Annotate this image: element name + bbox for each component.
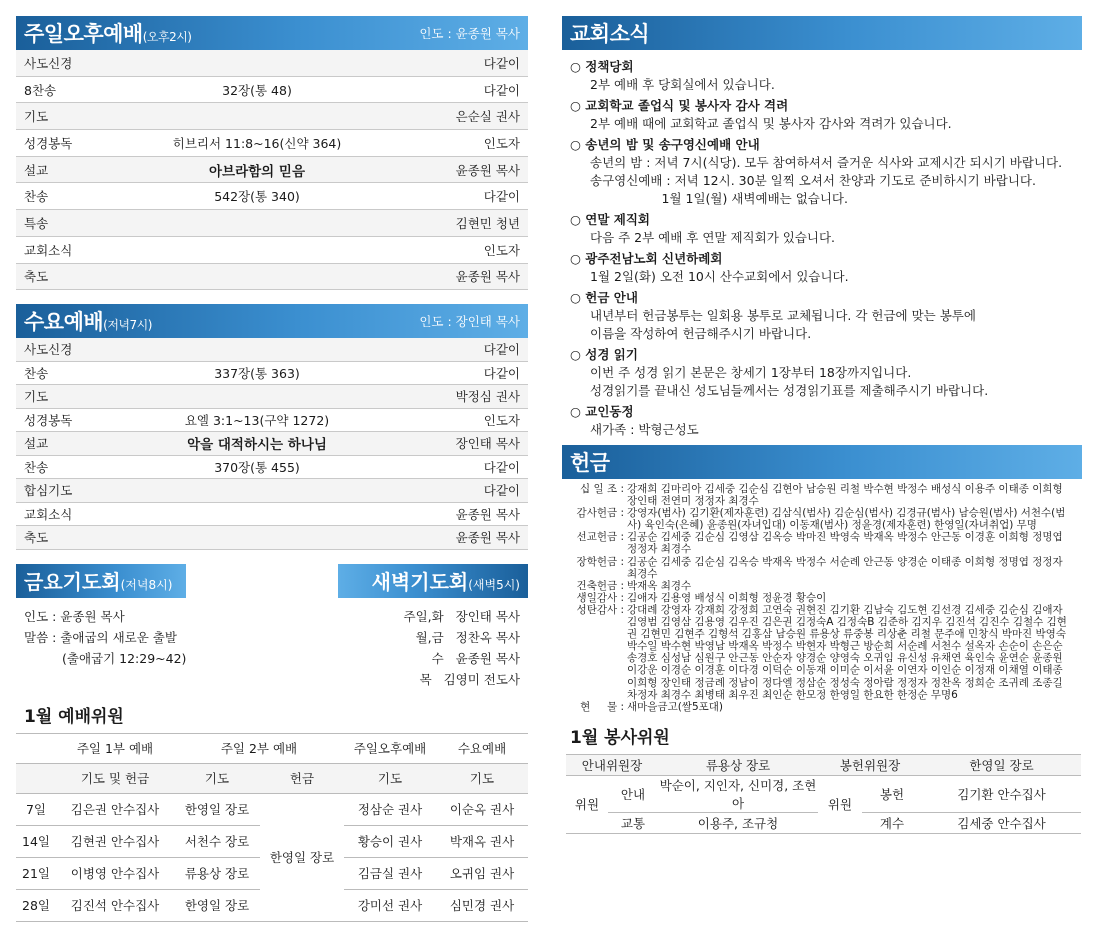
order-label: 교회소식 — [24, 506, 73, 522]
offering-names: 강대례 강영자 강재희 강정희 고연숙 권현진 김기환 김남숙 김도현 김선경 김세중 김순심 김애자 김영범 김영삼 김용영 김우진 김은권 김정숙A 김정숙B 김준하 김지우 김진석 김진수 김철수 김현권 김현민 김현주 김형석 김홍삼 남승원 류용상 류중봉 리상춘 리철 문주애 민창식 박마진 박영숙 박수일 박수현 박영남 박재옥 박정수 박현자 박형근 방순희 서순례 서천수 설옥자 손순이 손은순 송경호 심성남 심원구 안근동 안순자 양경순 양영숙 오귀임 유신성 유채연 육인숙 윤연순 윤종원 이강운 이경순 이경훈 이다경 이덕순 이동재 이미순 이서윤 이연자 이인순 이정재 이채열 이태종 이희형 장인태 정금례 정남이 정다엘 정삼순 정성숙 정아람 정정자 정찬옥 정희순 조귀례 조종길 차정자 최경수 최병태 최우진 최인순 한모정 한영일 한요한 한정순 무명6 — [627, 603, 1067, 701]
order-row — [16, 479, 528, 503]
order-detail: 32장(통 48) — [222, 82, 292, 98]
order-row — [16, 264, 528, 291]
table-cell: 박순이, 지인자, 신미경, 조현아 — [658, 775, 818, 812]
sunday-pm-title: 주일오후예배(오후2시) — [24, 22, 192, 46]
offering-row — [566, 580, 1076, 592]
table-cell: 이순옥 권사 — [436, 793, 528, 825]
date-cell: 14일 — [16, 825, 56, 857]
worship-duty-title: 1월 예배위원 — [24, 706, 124, 727]
news-item-heading: ○ 송년의 밤 및 송구영신예배 안내 — [570, 137, 760, 152]
news-item-heading: ○ 헌금 안내 — [570, 290, 638, 305]
left-column — [16, 16, 528, 922]
dawn-title: 새벽기도회(새벽5시) — [371, 570, 520, 595]
order-label: 축도 — [24, 269, 49, 285]
order-person: 다같이 — [483, 483, 520, 499]
column-header: 주일 1부 예배 — [56, 733, 174, 763]
order-person: 윤종원 목사 — [455, 162, 520, 178]
table-cell: 김금실 권사 — [344, 857, 436, 889]
news-title: 교회소식 — [570, 22, 650, 46]
order-row — [16, 503, 528, 527]
table-cell: 김세중 안수집사 — [922, 812, 1081, 833]
offering-row — [566, 701, 1076, 713]
dawn-line: 목 김영미 전도사 — [419, 671, 520, 687]
date-cell: 28일 — [16, 889, 56, 921]
order-row — [16, 157, 528, 184]
order-row — [16, 50, 528, 77]
news-item — [570, 58, 1074, 94]
table-cell: 박재옥 권사 — [436, 825, 528, 857]
offering-label: 감사헌금 : — [576, 507, 624, 520]
order-person: 다같이 — [483, 82, 520, 98]
column-header: 수요예배 — [436, 733, 528, 763]
order-row — [16, 409, 528, 433]
table-cell: 김진석 안수집사 — [56, 889, 174, 921]
order-row — [16, 362, 528, 386]
sermon-title: 악을 대적하시는 하나님 — [187, 437, 327, 454]
order-row — [16, 237, 528, 264]
order-row — [16, 338, 528, 362]
table-cell: 서천수 장로 — [174, 825, 260, 857]
order-row — [16, 432, 528, 456]
friday-title: 금요기도회(저녁8시) — [24, 570, 173, 595]
news-item-text: 1월 1일(월) 새벽예배는 없습니다. — [590, 191, 848, 206]
column-subheader: 기도 및 헌금 — [56, 763, 174, 793]
table-cell: 봉헌위원장 — [818, 754, 922, 775]
order-person: 인도자 — [483, 135, 520, 151]
offering-label: 선교헌금 : — [576, 531, 624, 544]
table-row — [16, 793, 528, 825]
table-cell: 류용상 장로 — [174, 857, 260, 889]
order-label: 찬송 — [24, 459, 49, 475]
offering-row — [566, 556, 1076, 580]
offering-label: 장학헌금 : — [576, 555, 624, 568]
news-item-heading: ○ 성경 읽기 — [570, 347, 638, 362]
order-row — [16, 385, 528, 409]
volunteers-table — [566, 754, 1081, 834]
wednesday-header — [16, 304, 528, 338]
prayer-meetings-body — [16, 606, 528, 690]
table-subheader-row — [16, 763, 528, 793]
dawn-header — [338, 564, 528, 598]
order-label: 찬송 — [24, 189, 49, 205]
order-label: 성경봉독 — [24, 135, 73, 151]
dawn-line: 월,금 정찬옥 목사 — [415, 629, 520, 645]
table-cell: 황승이 권사 — [344, 825, 436, 857]
order-person: 윤종원 목사 — [455, 530, 520, 546]
dawn-line: 주일,화 장인태 목사 — [403, 608, 520, 624]
table-cell: 위원 — [818, 775, 862, 833]
news-item — [570, 250, 1074, 286]
order-row — [16, 456, 528, 480]
order-person: 김현민 청년 — [455, 215, 520, 231]
volunteers-title: 1월 봉사위원 — [570, 727, 670, 748]
table-cell: 한영일 장로 — [174, 889, 260, 921]
news-header — [562, 16, 1082, 50]
order-person: 은순실 권사 — [455, 109, 520, 125]
table-cell: 정삼순 권사 — [344, 793, 436, 825]
table-cell: 계수 — [862, 812, 922, 833]
column-header: 주일 2부 예배 — [174, 733, 344, 763]
friday-line: (출애굽기 12:29~42) — [62, 650, 187, 666]
order-person: 윤종원 목사 — [455, 506, 520, 522]
offering-label: 건축헌금 : — [576, 579, 624, 592]
order-row — [16, 77, 528, 104]
column-subheader: 헌금 — [260, 763, 344, 793]
news-item-text: 송년의 밤 : 저녁 7시(식당). 모두 참여하셔서 즐거운 식사와 교제시간 되시기 바랍니다. — [590, 155, 1063, 170]
table-cell: 이용주, 조규청 — [658, 812, 818, 833]
column-subheader: 기도 — [344, 763, 436, 793]
order-label: 사도신경 — [24, 342, 73, 358]
news-item — [570, 136, 1074, 208]
order-person: 다같이 — [483, 55, 520, 71]
wednesday-title: 수요예배(저녁7시) — [24, 310, 152, 335]
table-cell: 김현권 안수집사 — [56, 825, 174, 857]
news-item-text: 2부 예배 때에 교회학교 졸업식 및 봉사자 감사와 격려가 있습니다. — [590, 116, 952, 131]
news-item-text: 1월 2일(화) 오전 10시 산수교회에서 있습니다. — [590, 269, 849, 284]
order-person: 다같이 — [483, 189, 520, 205]
prayer-meetings-header — [16, 564, 528, 598]
column-subheader: 기도 — [436, 763, 528, 793]
table-cell: 이병영 안수집사 — [56, 857, 174, 889]
order-detail: 요엘 3:1~13(구약 1272) — [184, 412, 330, 428]
news-item-heading: ○ 연말 제직회 — [570, 212, 650, 227]
date-cell: 21일 — [16, 857, 56, 889]
news-item — [570, 97, 1074, 133]
table-cell: 한영일 장로 — [922, 754, 1081, 775]
offering-names: 김공순 김세중 김순심 김옥승 박재옥 박정수 서순례 안근동 양경순 이태종 이희형 정명엽 정정자 최경수 — [627, 555, 1063, 580]
order-detail: 히브리서 11:8~16(신약 364) — [172, 135, 342, 151]
table-header-row — [16, 733, 528, 763]
worship-duty-table — [16, 733, 528, 922]
news-item-heading: ○ 광주전남노회 신년하례회 — [570, 251, 723, 266]
order-label: 합심기도 — [24, 483, 73, 499]
offering-row — [566, 507, 1076, 531]
wednesday-leader: 인도 : 장인태 목사 — [419, 314, 520, 330]
table-cell: 심민경 권사 — [436, 889, 528, 921]
offering-title: 헌금 — [570, 451, 610, 475]
wednesday-order — [16, 338, 528, 550]
order-person: 윤종원 목사 — [455, 269, 520, 285]
sunday-pm-header — [16, 16, 528, 50]
offering-row — [566, 604, 1076, 701]
order-person: 다같이 — [483, 342, 520, 358]
table-cell: 오귀임 권사 — [436, 857, 528, 889]
dawn-line: 수 윤종원 목사 — [431, 650, 520, 666]
news-item — [570, 211, 1074, 247]
news-item-text: 내년부터 헌금봉투는 일회용 봉투로 교체됩니다. 각 헌금에 맞는 봉투에 — [590, 308, 976, 323]
order-row — [16, 183, 528, 210]
order-row — [16, 103, 528, 130]
table-cell: 위원 — [566, 775, 608, 833]
news-list — [562, 50, 1082, 439]
order-detail: 370장(통 455) — [214, 459, 300, 475]
table-cell: 안내위원장 — [566, 754, 658, 775]
offering-names: 강영자(범사) 김기환(제자훈련) 김삼식(범사) 김순심(범사) 김경규(범사) 남승원(범사) 서천수(범사) 육인숙(은혜) 윤종원(자녀입대) 이동재(범사) 정윤경(제자훈련) 한영일(자녀취업) 무명 — [627, 507, 1066, 532]
sunday-pm-order — [16, 50, 528, 290]
offering-row — [566, 592, 1076, 604]
friday-header — [16, 564, 186, 598]
order-detail: 542장(통 340) — [214, 189, 300, 205]
order-label: 찬송 — [24, 365, 49, 381]
table-cell: 한영일 장로 — [174, 793, 260, 825]
offering-header — [562, 445, 1082, 479]
news-item-heading: ○ 정책당회 — [570, 59, 634, 74]
order-label: 성경봉독 — [24, 412, 73, 428]
offering-label: 십 일 조 : — [580, 483, 624, 495]
order-label: 교회소식 — [24, 242, 73, 258]
friday-line: 말씀 : 출애굽의 새로운 출발 — [24, 629, 177, 645]
friday-line: 인도 : 윤종원 목사 — [24, 608, 125, 624]
order-label: 8찬송 — [24, 82, 57, 98]
offering-row — [566, 531, 1076, 555]
date-cell: 7일 — [16, 793, 56, 825]
column-subheader: 기도 — [174, 763, 260, 793]
offering-names: 김공순 김세중 김순심 김영삼 김옥승 박마진 박영숙 박재옥 박정수 안근동 이경훈 이희형 정명엽 정정자 최경수 — [627, 531, 1063, 556]
order-row — [16, 130, 528, 157]
news-item — [570, 289, 1074, 343]
news-item-text: 송구영신예배 : 저녁 12시. 30분 일찍 오셔서 찬양과 기도로 준비하시기 바랍니다. — [590, 173, 1036, 188]
order-label: 설교 — [24, 436, 49, 452]
offering-names: 새마을금고(쌀5포대) — [627, 700, 724, 713]
news-item-heading: ○ 교인동정 — [570, 404, 634, 419]
friday-details — [16, 606, 186, 690]
offering-list — [562, 479, 1082, 713]
order-person: 장인태 목사 — [455, 436, 520, 452]
order-label: 사도신경 — [24, 55, 73, 71]
table-cell: 안내 — [608, 775, 658, 812]
dawn-details — [404, 606, 528, 690]
table-cell: 강미선 권사 — [344, 889, 436, 921]
offering-label: 생일감사 : — [576, 591, 624, 604]
column-header: 주일오후예배 — [344, 733, 436, 763]
news-item-text: 이름을 작성하여 헌금해주시기 바랍니다. — [590, 326, 812, 341]
table-cell: 김기환 안수집사 — [922, 775, 1081, 812]
news-item-text: 2부 예배 후 당회실에서 있습니다. — [590, 77, 775, 92]
news-item-text: 새가족 : 박형근성도 — [590, 422, 699, 437]
order-label: 특송 — [24, 215, 49, 231]
news-item — [570, 346, 1074, 400]
table-cell: 봉헌 — [862, 775, 922, 812]
order-label: 설교 — [24, 162, 49, 178]
order-row — [16, 526, 528, 550]
order-label: 축도 — [24, 530, 49, 546]
offering-row — [566, 483, 1076, 507]
offering-names: 김애자 김용영 배성식 이희형 정윤경 황승이 — [627, 591, 827, 604]
order-person: 다같이 — [483, 459, 520, 475]
order-person: 다같이 — [483, 365, 520, 381]
table-cell: 교통 — [608, 812, 658, 833]
offering-cell: 한영일 장로 — [260, 793, 344, 921]
order-person: 인도자 — [483, 412, 520, 428]
order-person: 인도자 — [483, 242, 520, 258]
offering-label: 현 물 : — [580, 700, 624, 713]
table-row — [566, 775, 1081, 812]
news-item-heading: ○ 교회학교 졸업식 및 봉사자 감사 격려 — [570, 98, 789, 113]
offering-names: 박재옥 최경수 — [627, 579, 692, 592]
table-cell: 류용상 장로 — [658, 754, 818, 775]
sermon-title: 아브라함의 믿음 — [209, 163, 305, 180]
order-label: 기도 — [24, 109, 49, 125]
sunday-pm-leader: 인도 : 윤종원 목사 — [419, 26, 520, 41]
order-row — [16, 210, 528, 237]
offering-names: 강재희 김마리아 김세중 김순심 김현아 남승원 리철 박수현 박정수 배성식 이용주 이태종 이희형 장인태 전연미 정정자 최경수 — [627, 483, 1063, 508]
news-item-text: 성경읽기를 끝내신 성도님들께서는 성경읽기표를 제출해주시기 바랍니다. — [590, 383, 989, 398]
news-item-text: 이번 주 성경 읽기 본문은 창세기 1장부터 18장까지입니다. — [590, 365, 912, 380]
right-column — [562, 16, 1082, 834]
news-item — [570, 403, 1074, 439]
table-cell: 김은권 안수집사 — [56, 793, 174, 825]
order-label: 기도 — [24, 389, 49, 405]
order-person: 박정심 권사 — [455, 389, 520, 405]
order-detail: 337장(통 363) — [214, 365, 300, 381]
news-item-text: 다음 주 2부 예배 후 연말 제직회가 있습니다. — [590, 230, 836, 245]
offering-label: 성탄감사 : — [576, 603, 624, 616]
table-header-row — [566, 754, 1081, 775]
